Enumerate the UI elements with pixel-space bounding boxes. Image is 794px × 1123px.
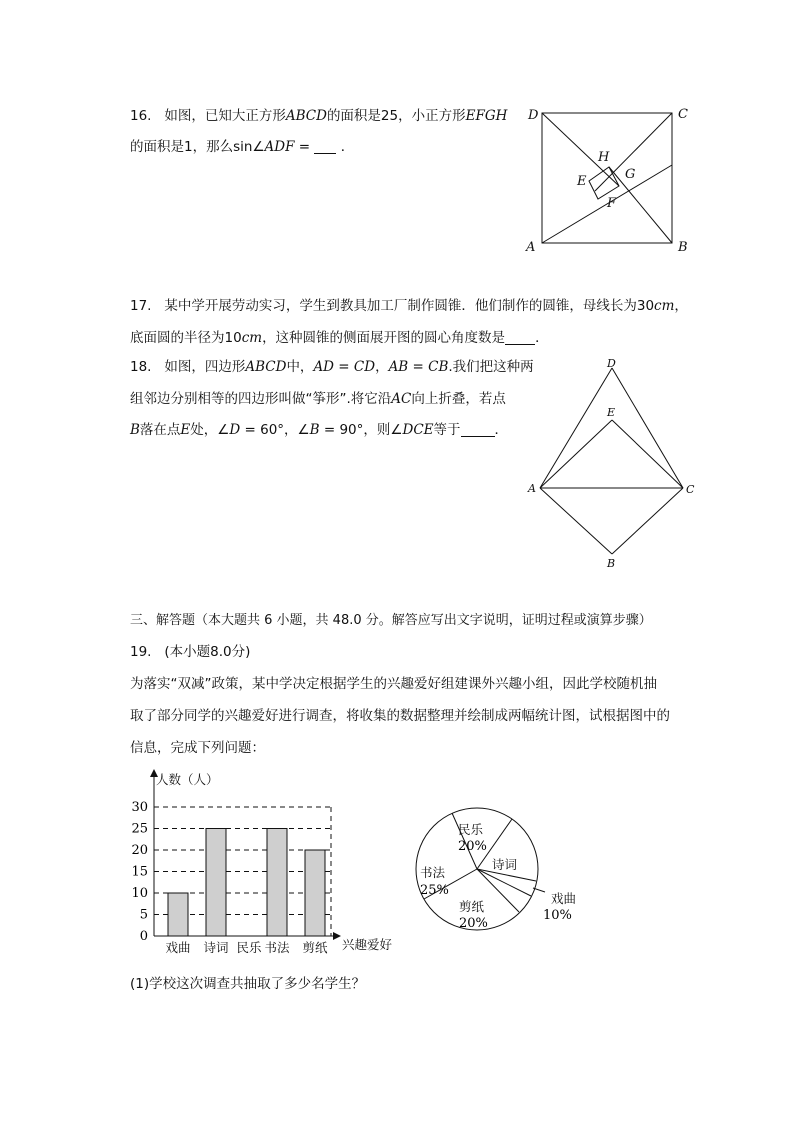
bar-4 <box>305 850 325 936</box>
q16-number: 16. <box>130 108 152 124</box>
line-CD <box>612 368 683 488</box>
q19-sub-1: (1)学校这次调查共抽取了多少名学生？ <box>130 976 366 992</box>
pie-label-shufa: 书法 <box>420 865 446 880</box>
q17-line-1: 17. 某中学开展劳动实习，学生到教具加工厂制作圆锥．他们制作的圆锥，母线长为30cm， <box>130 298 688 314</box>
q19-points: (本小题8.0分) <box>164 644 251 660</box>
bar-1 <box>206 829 226 937</box>
pie-label-xiqu: 戏曲 <box>551 891 577 906</box>
label-F: F <box>607 196 617 211</box>
y-tick-label: 15 <box>131 864 148 880</box>
pie-label-shici: 诗词 <box>492 857 518 872</box>
label-G: G <box>625 167 636 182</box>
q16-line-2: 的面积是1，那么sin∠ADF = ． <box>130 139 355 155</box>
q16-line-1: 16. 如图，已知大正方形ABCD的面积是25，小正方形EFGH <box>130 108 508 124</box>
x-tick-labels <box>165 940 328 955</box>
line-AB <box>540 488 612 554</box>
q18-line-2: 组邻边分别相等的四边形叫做“筝形”.将它沿AC向上折叠，若点 <box>130 391 506 407</box>
x-tick-label: 民乐 <box>236 940 262 955</box>
label-H: H <box>598 150 610 165</box>
x-tick-label: 诗词 <box>203 940 229 955</box>
label-B: B <box>678 240 688 255</box>
q19-number: 19. <box>130 644 152 660</box>
q18-line-1: 18. 如图，四边形ABCD中，AD = CD，AB = CB.我们把这种两 <box>130 359 534 375</box>
y-tick-label: 0 <box>139 929 148 944</box>
x-tick-label: 戏曲 <box>165 940 191 955</box>
line-BH <box>609 167 672 243</box>
label-C: C <box>678 107 688 122</box>
label-D: D <box>607 357 616 370</box>
label-B: B <box>607 557 616 570</box>
q19-para-3: 信息，完成下列问题： <box>130 740 265 756</box>
q18-line-3: B落在点E处，∠D = 60°，∠B = 90°，则∠DCE等于 ． <box>130 422 509 438</box>
answer-blank[interactable] <box>505 330 535 345</box>
q17-line-2: 底面圆的半径为10cm，这种圆锥的侧面展开图的圆心角度数是 ． <box>130 330 549 346</box>
pie-chart <box>405 800 605 940</box>
q18-kite-figure <box>525 350 700 575</box>
x-tick-label: 书法 <box>264 940 290 955</box>
label-D: D <box>528 108 539 123</box>
y-tick-label: 20 <box>131 843 148 858</box>
q19-header <box>130 640 250 660</box>
bar-chart <box>128 762 418 962</box>
label-E: E <box>607 406 616 419</box>
line-CE <box>612 420 683 488</box>
bar-0 <box>168 893 188 936</box>
answer-blank[interactable] <box>314 139 336 154</box>
pie-label-jianzhi: 剪纸 <box>459 899 485 914</box>
pie-label-minyue: 民乐 <box>458 822 484 837</box>
x-axis-label: 兴趣爱好 <box>342 937 393 952</box>
line-AD <box>540 368 612 488</box>
pie-value-shufa: 25% <box>420 883 449 898</box>
bar-series <box>168 829 325 937</box>
q19-para-2: 取了部分同学的兴趣爱好进行调查，将收集的数据整理并绘制成两幅统计图，试根据图中的 <box>130 708 670 724</box>
slice-boundary-4 <box>477 869 531 896</box>
label-E: E <box>577 174 587 189</box>
x-tick-label: 剪纸 <box>302 940 328 955</box>
label-A: A <box>526 240 536 255</box>
y-axis-label: 人数（人） <box>156 772 219 787</box>
bar-3 <box>267 829 287 937</box>
y-tick-labels <box>131 800 148 944</box>
pie-value-jianzhi: 20% <box>459 916 488 931</box>
label-A: A <box>528 482 536 495</box>
q16-square-figure <box>520 100 700 260</box>
pie-value-minyue: 20% <box>458 839 487 854</box>
pie-value-xiqu: 10% <box>543 908 572 923</box>
y-tick-label: 30 <box>131 800 148 815</box>
q19-para-1: 为落实“双减”政策，某中学决定根据学生的兴趣爱好组建课外兴趣小组，因此学校随机抽 <box>130 676 657 692</box>
line-AE <box>540 420 612 488</box>
y-tick-label: 5 <box>139 907 148 923</box>
line-CB <box>612 488 683 554</box>
section-3-title: 三、解答题（本大题共 6 小题，共 48.0 分。解答应写出文字说明，证明过程或演算步骤） <box>130 613 652 628</box>
y-tick-label: 25 <box>131 821 148 837</box>
label-C: C <box>686 483 695 496</box>
q18-number: 18. <box>130 359 152 375</box>
q17-number: 17. <box>130 298 152 314</box>
answer-blank[interactable] <box>461 422 495 437</box>
y-tick-label: 10 <box>131 886 148 901</box>
